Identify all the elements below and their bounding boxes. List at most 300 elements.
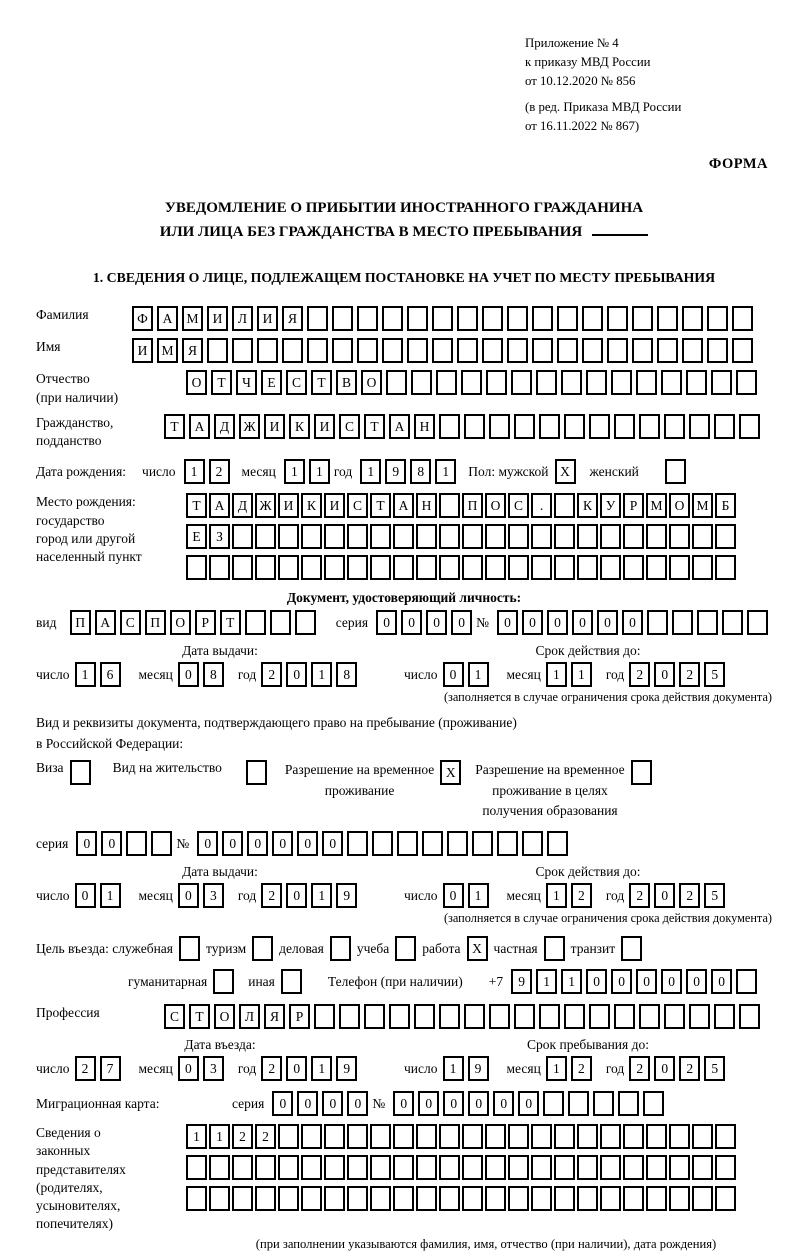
char-cell[interactable] xyxy=(422,831,443,856)
char-cell[interactable] xyxy=(747,610,768,635)
char-cell[interactable] xyxy=(682,306,703,331)
char-cell[interactable] xyxy=(462,1186,483,1211)
char-cell[interactable]: С xyxy=(347,493,368,518)
char-cell[interactable] xyxy=(739,414,760,439)
char-cell[interactable] xyxy=(416,1124,437,1149)
char-cell[interactable] xyxy=(657,338,678,363)
char-cell[interactable] xyxy=(482,338,503,363)
char-cell[interactable] xyxy=(532,306,553,331)
char-cell[interactable] xyxy=(411,370,432,395)
char-cell[interactable]: 0 xyxy=(622,610,643,635)
purpose-tourism-checkbox[interactable] xyxy=(252,936,273,961)
char-cell[interactable] xyxy=(472,831,493,856)
char-cell[interactable] xyxy=(255,524,276,549)
char-cell[interactable]: 1 xyxy=(468,883,489,908)
char-cell[interactable] xyxy=(186,1155,207,1180)
char-cell[interactable] xyxy=(489,1004,510,1029)
char-cell[interactable]: 9 xyxy=(385,459,406,484)
char-cell[interactable]: 2 xyxy=(571,883,592,908)
char-cell[interactable]: Я xyxy=(182,338,203,363)
char-cell[interactable]: 5 xyxy=(704,1056,725,1081)
char-cell[interactable]: 0 xyxy=(76,831,97,856)
char-cell[interactable]: 0 xyxy=(376,610,397,635)
char-cell[interactable]: И xyxy=(314,414,335,439)
char-cell[interactable]: А xyxy=(209,493,230,518)
char-cell[interactable]: 1 xyxy=(443,1056,464,1081)
char-cell[interactable] xyxy=(485,1124,506,1149)
char-cell[interactable]: 0 xyxy=(686,969,707,994)
char-cell[interactable] xyxy=(577,524,598,549)
char-cell[interactable]: 2 xyxy=(679,883,700,908)
char-cell[interactable] xyxy=(715,1124,736,1149)
char-cell[interactable]: 2 xyxy=(75,1056,96,1081)
char-cell[interactable] xyxy=(639,414,660,439)
char-cell[interactable]: Т xyxy=(220,610,241,635)
char-cell[interactable] xyxy=(682,338,703,363)
char-cell[interactable] xyxy=(732,306,753,331)
char-cell[interactable] xyxy=(669,1155,690,1180)
char-cell[interactable] xyxy=(357,338,378,363)
char-cell[interactable]: 2 xyxy=(571,1056,592,1081)
char-cell[interactable]: 1 xyxy=(546,883,567,908)
char-cell[interactable]: 0 xyxy=(347,1091,368,1116)
char-cell[interactable] xyxy=(324,524,345,549)
char-cell[interactable] xyxy=(539,1004,560,1029)
char-cell[interactable] xyxy=(618,1091,639,1116)
char-cell[interactable]: 1 xyxy=(311,1056,332,1081)
char-cell[interactable] xyxy=(393,524,414,549)
temp-residence-edu-checkbox[interactable] xyxy=(631,760,652,785)
char-cell[interactable] xyxy=(554,1186,575,1211)
char-cell[interactable]: 0 xyxy=(401,610,422,635)
char-cell[interactable]: 1 xyxy=(284,459,305,484)
char-cell[interactable] xyxy=(669,1124,690,1149)
char-cell[interactable] xyxy=(508,555,529,580)
char-cell[interactable]: 9 xyxy=(336,883,357,908)
char-cell[interactable]: 7 xyxy=(100,1056,121,1081)
char-cell[interactable]: 0 xyxy=(393,1091,414,1116)
char-cell[interactable]: Д xyxy=(214,414,235,439)
purpose-study-checkbox[interactable] xyxy=(395,936,416,961)
char-cell[interactable]: 2 xyxy=(629,1056,650,1081)
char-cell[interactable]: 0 xyxy=(468,1091,489,1116)
char-cell[interactable] xyxy=(462,524,483,549)
char-cell[interactable] xyxy=(447,831,468,856)
char-cell[interactable]: 2 xyxy=(679,662,700,687)
char-cell[interactable] xyxy=(508,524,529,549)
char-cell[interactable] xyxy=(607,306,628,331)
char-cell[interactable] xyxy=(600,1186,621,1211)
char-cell[interactable] xyxy=(508,1186,529,1211)
char-cell[interactable]: 1 xyxy=(311,883,332,908)
char-cell[interactable] xyxy=(357,306,378,331)
char-cell[interactable] xyxy=(657,306,678,331)
char-cell[interactable] xyxy=(600,1155,621,1180)
char-cell[interactable] xyxy=(397,831,418,856)
char-cell[interactable]: К xyxy=(301,493,322,518)
char-cell[interactable]: 0 xyxy=(711,969,732,994)
char-cell[interactable]: 0 xyxy=(178,883,199,908)
char-cell[interactable] xyxy=(209,1186,230,1211)
char-cell[interactable] xyxy=(508,1155,529,1180)
char-cell[interactable] xyxy=(564,1004,585,1029)
char-cell[interactable] xyxy=(439,493,460,518)
char-cell[interactable]: 2 xyxy=(255,1124,276,1149)
char-cell[interactable] xyxy=(407,338,428,363)
char-cell[interactable] xyxy=(347,1155,368,1180)
char-cell[interactable] xyxy=(186,555,207,580)
purpose-business-checkbox[interactable] xyxy=(330,936,351,961)
char-cell[interactable] xyxy=(347,1124,368,1149)
char-cell[interactable]: 1 xyxy=(209,1124,230,1149)
char-cell[interactable]: 0 xyxy=(286,1056,307,1081)
char-cell[interactable]: 0 xyxy=(247,831,268,856)
char-cell[interactable] xyxy=(589,414,610,439)
char-cell[interactable]: 8 xyxy=(410,459,431,484)
char-cell[interactable]: 1 xyxy=(536,969,557,994)
char-cell[interactable]: П xyxy=(70,610,91,635)
char-cell[interactable] xyxy=(543,1091,564,1116)
char-cell[interactable] xyxy=(370,524,391,549)
char-cell[interactable] xyxy=(711,370,732,395)
char-cell[interactable] xyxy=(278,555,299,580)
char-cell[interactable]: 0 xyxy=(272,1091,293,1116)
char-cell[interactable]: Я xyxy=(282,306,303,331)
char-cell[interactable] xyxy=(561,370,582,395)
char-cell[interactable]: Ж xyxy=(239,414,260,439)
char-cell[interactable] xyxy=(347,524,368,549)
char-cell[interactable]: 0 xyxy=(178,1056,199,1081)
char-cell[interactable] xyxy=(722,610,743,635)
char-cell[interactable] xyxy=(736,370,757,395)
char-cell[interactable]: 0 xyxy=(101,831,122,856)
char-cell[interactable]: 1 xyxy=(435,459,456,484)
char-cell[interactable] xyxy=(416,1186,437,1211)
char-cell[interactable]: И xyxy=(264,414,285,439)
char-cell[interactable] xyxy=(531,524,552,549)
char-cell[interactable] xyxy=(347,831,368,856)
char-cell[interactable] xyxy=(301,1155,322,1180)
char-cell[interactable]: А xyxy=(389,414,410,439)
char-cell[interactable] xyxy=(278,524,299,549)
residence-permit-checkbox[interactable] xyxy=(246,760,267,785)
char-cell[interactable] xyxy=(593,1091,614,1116)
char-cell[interactable] xyxy=(611,370,632,395)
char-cell[interactable]: 3 xyxy=(203,1056,224,1081)
char-cell[interactable]: С xyxy=(286,370,307,395)
char-cell[interactable]: М xyxy=(157,338,178,363)
char-cell[interactable] xyxy=(432,306,453,331)
char-cell[interactable]: 0 xyxy=(522,610,543,635)
char-cell[interactable] xyxy=(692,1186,713,1211)
char-cell[interactable] xyxy=(439,1124,460,1149)
char-cell[interactable]: 2 xyxy=(679,1056,700,1081)
purpose-transit-checkbox[interactable] xyxy=(621,936,642,961)
char-cell[interactable]: А xyxy=(189,414,210,439)
char-cell[interactable] xyxy=(715,1155,736,1180)
char-cell[interactable]: 0 xyxy=(443,1091,464,1116)
char-cell[interactable] xyxy=(531,1124,552,1149)
char-cell[interactable] xyxy=(689,1004,710,1029)
char-cell[interactable]: 0 xyxy=(586,969,607,994)
char-cell[interactable]: 2 xyxy=(629,883,650,908)
char-cell[interactable]: И xyxy=(132,338,153,363)
char-cell[interactable] xyxy=(554,1155,575,1180)
char-cell[interactable] xyxy=(714,1004,735,1029)
char-cell[interactable] xyxy=(393,1155,414,1180)
char-cell[interactable] xyxy=(557,338,578,363)
char-cell[interactable] xyxy=(314,1004,335,1029)
char-cell[interactable] xyxy=(568,1091,589,1116)
char-cell[interactable] xyxy=(270,610,291,635)
char-cell[interactable] xyxy=(554,493,575,518)
char-cell[interactable]: . xyxy=(531,493,552,518)
char-cell[interactable] xyxy=(370,1124,391,1149)
char-cell[interactable] xyxy=(364,1004,385,1029)
char-cell[interactable] xyxy=(736,969,757,994)
char-cell[interactable]: Т xyxy=(311,370,332,395)
char-cell[interactable] xyxy=(715,1186,736,1211)
char-cell[interactable]: 1 xyxy=(360,459,381,484)
char-cell[interactable]: А xyxy=(157,306,178,331)
char-cell[interactable]: 1 xyxy=(546,1056,567,1081)
char-cell[interactable] xyxy=(151,831,172,856)
char-cell[interactable]: 9 xyxy=(336,1056,357,1081)
char-cell[interactable] xyxy=(464,414,485,439)
char-cell[interactable] xyxy=(582,338,603,363)
char-cell[interactable]: 2 xyxy=(209,459,230,484)
char-cell[interactable] xyxy=(514,414,535,439)
char-cell[interactable] xyxy=(577,555,598,580)
char-cell[interactable] xyxy=(531,1186,552,1211)
char-cell[interactable] xyxy=(589,1004,610,1029)
char-cell[interactable] xyxy=(386,370,407,395)
char-cell[interactable] xyxy=(577,1124,598,1149)
char-cell[interactable]: 2 xyxy=(261,883,282,908)
char-cell[interactable]: 1 xyxy=(561,969,582,994)
char-cell[interactable]: К xyxy=(577,493,598,518)
char-cell[interactable] xyxy=(511,370,532,395)
char-cell[interactable]: 0 xyxy=(322,831,343,856)
char-cell[interactable] xyxy=(324,555,345,580)
char-cell[interactable]: 2 xyxy=(232,1124,253,1149)
char-cell[interactable] xyxy=(623,555,644,580)
char-cell[interactable] xyxy=(715,555,736,580)
purpose-private-checkbox[interactable] xyxy=(544,936,565,961)
char-cell[interactable] xyxy=(457,306,478,331)
char-cell[interactable]: 0 xyxy=(547,610,568,635)
char-cell[interactable] xyxy=(669,555,690,580)
sex-female-checkbox[interactable] xyxy=(665,459,686,484)
char-cell[interactable] xyxy=(707,338,728,363)
char-cell[interactable] xyxy=(646,524,667,549)
char-cell[interactable] xyxy=(646,1186,667,1211)
char-cell[interactable] xyxy=(416,1155,437,1180)
char-cell[interactable] xyxy=(372,831,393,856)
char-cell[interactable] xyxy=(439,1155,460,1180)
char-cell[interactable]: 9 xyxy=(511,969,532,994)
char-cell[interactable] xyxy=(692,1124,713,1149)
char-cell[interactable] xyxy=(639,1004,660,1029)
char-cell[interactable] xyxy=(582,306,603,331)
char-cell[interactable]: 0 xyxy=(286,662,307,687)
char-cell[interactable] xyxy=(636,370,657,395)
char-cell[interactable]: Р xyxy=(289,1004,310,1029)
char-cell[interactable] xyxy=(614,414,635,439)
char-cell[interactable]: 0 xyxy=(75,883,96,908)
char-cell[interactable]: Е xyxy=(261,370,282,395)
char-cell[interactable] xyxy=(600,555,621,580)
char-cell[interactable]: О xyxy=(361,370,382,395)
char-cell[interactable] xyxy=(207,338,228,363)
char-cell[interactable]: 1 xyxy=(468,662,489,687)
temp-residence-checkbox[interactable]: X xyxy=(440,760,461,785)
char-cell[interactable]: 0 xyxy=(272,831,293,856)
char-cell[interactable] xyxy=(632,306,653,331)
purpose-other-checkbox[interactable] xyxy=(281,969,302,994)
char-cell[interactable] xyxy=(232,1155,253,1180)
char-cell[interactable] xyxy=(307,338,328,363)
char-cell[interactable]: 0 xyxy=(493,1091,514,1116)
char-cell[interactable]: 5 xyxy=(704,883,725,908)
char-cell[interactable]: И xyxy=(257,306,278,331)
char-cell[interactable] xyxy=(416,524,437,549)
char-cell[interactable] xyxy=(414,1004,435,1029)
char-cell[interactable] xyxy=(692,524,713,549)
char-cell[interactable] xyxy=(439,414,460,439)
char-cell[interactable]: 0 xyxy=(443,662,464,687)
char-cell[interactable]: 2 xyxy=(629,662,650,687)
char-cell[interactable] xyxy=(439,524,460,549)
char-cell[interactable]: 1 xyxy=(546,662,567,687)
char-cell[interactable]: 0 xyxy=(518,1091,539,1116)
char-cell[interactable] xyxy=(232,555,253,580)
char-cell[interactable] xyxy=(547,831,568,856)
char-cell[interactable]: Л xyxy=(239,1004,260,1029)
char-cell[interactable]: В xyxy=(336,370,357,395)
char-cell[interactable] xyxy=(643,1091,664,1116)
purpose-humanitarian-checkbox[interactable] xyxy=(213,969,234,994)
char-cell[interactable]: 1 xyxy=(75,662,96,687)
char-cell[interactable] xyxy=(126,831,147,856)
char-cell[interactable]: 0 xyxy=(497,610,518,635)
char-cell[interactable]: 0 xyxy=(297,1091,318,1116)
char-cell[interactable] xyxy=(255,1155,276,1180)
char-cell[interactable] xyxy=(715,524,736,549)
char-cell[interactable] xyxy=(393,555,414,580)
char-cell[interactable] xyxy=(486,370,507,395)
char-cell[interactable] xyxy=(531,555,552,580)
char-cell[interactable] xyxy=(485,1155,506,1180)
char-cell[interactable] xyxy=(646,1155,667,1180)
char-cell[interactable] xyxy=(714,414,735,439)
char-cell[interactable] xyxy=(407,306,428,331)
char-cell[interactable] xyxy=(232,338,253,363)
char-cell[interactable] xyxy=(278,1186,299,1211)
char-cell[interactable] xyxy=(514,1004,535,1029)
char-cell[interactable] xyxy=(531,1155,552,1180)
char-cell[interactable] xyxy=(508,1124,529,1149)
char-cell[interactable] xyxy=(482,306,503,331)
char-cell[interactable] xyxy=(301,1186,322,1211)
char-cell[interactable] xyxy=(255,1186,276,1211)
char-cell[interactable] xyxy=(416,555,437,580)
char-cell[interactable] xyxy=(507,338,528,363)
char-cell[interactable]: 1 xyxy=(184,459,205,484)
char-cell[interactable] xyxy=(301,555,322,580)
char-cell[interactable] xyxy=(485,524,506,549)
char-cell[interactable] xyxy=(439,1004,460,1029)
char-cell[interactable]: Б xyxy=(715,493,736,518)
char-cell[interactable]: И xyxy=(278,493,299,518)
char-cell[interactable]: Н xyxy=(416,493,437,518)
char-cell[interactable] xyxy=(554,524,575,549)
char-cell[interactable] xyxy=(632,338,653,363)
char-cell[interactable]: Т xyxy=(189,1004,210,1029)
char-cell[interactable]: З xyxy=(209,524,230,549)
char-cell[interactable] xyxy=(697,610,718,635)
char-cell[interactable] xyxy=(686,370,707,395)
char-cell[interactable] xyxy=(255,555,276,580)
char-cell[interactable] xyxy=(664,414,685,439)
char-cell[interactable]: 0 xyxy=(286,883,307,908)
char-cell[interactable]: 2 xyxy=(261,662,282,687)
char-cell[interactable] xyxy=(522,831,543,856)
char-cell[interactable] xyxy=(339,1004,360,1029)
char-cell[interactable] xyxy=(324,1186,345,1211)
char-cell[interactable] xyxy=(232,524,253,549)
char-cell[interactable] xyxy=(692,555,713,580)
char-cell[interactable] xyxy=(461,370,482,395)
char-cell[interactable]: О xyxy=(669,493,690,518)
char-cell[interactable]: 0 xyxy=(654,662,675,687)
char-cell[interactable] xyxy=(393,1124,414,1149)
char-cell[interactable]: 6 xyxy=(100,662,121,687)
char-cell[interactable]: 0 xyxy=(222,831,243,856)
char-cell[interactable] xyxy=(732,338,753,363)
char-cell[interactable] xyxy=(464,1004,485,1029)
char-cell[interactable] xyxy=(439,1186,460,1211)
char-cell[interactable] xyxy=(186,1186,207,1211)
char-cell[interactable] xyxy=(489,414,510,439)
char-cell[interactable]: Д xyxy=(232,493,253,518)
char-cell[interactable] xyxy=(282,338,303,363)
char-cell[interactable] xyxy=(347,555,368,580)
char-cell[interactable] xyxy=(432,338,453,363)
char-cell[interactable] xyxy=(532,338,553,363)
char-cell[interactable]: 1 xyxy=(186,1124,207,1149)
char-cell[interactable]: 5 xyxy=(704,662,725,687)
char-cell[interactable] xyxy=(507,306,528,331)
char-cell[interactable] xyxy=(739,1004,760,1029)
char-cell[interactable] xyxy=(462,1124,483,1149)
char-cell[interactable]: 9 xyxy=(468,1056,489,1081)
char-cell[interactable]: Т xyxy=(364,414,385,439)
char-cell[interactable]: 0 xyxy=(426,610,447,635)
char-cell[interactable] xyxy=(295,610,316,635)
char-cell[interactable]: 0 xyxy=(654,1056,675,1081)
char-cell[interactable]: О xyxy=(186,370,207,395)
char-cell[interactable] xyxy=(462,1155,483,1180)
char-cell[interactable] xyxy=(600,524,621,549)
char-cell[interactable]: А xyxy=(393,493,414,518)
char-cell[interactable] xyxy=(497,831,518,856)
char-cell[interactable] xyxy=(661,370,682,395)
char-cell[interactable]: 1 xyxy=(100,883,121,908)
char-cell[interactable]: С xyxy=(164,1004,185,1029)
char-cell[interactable]: 1 xyxy=(311,662,332,687)
char-cell[interactable] xyxy=(600,1124,621,1149)
